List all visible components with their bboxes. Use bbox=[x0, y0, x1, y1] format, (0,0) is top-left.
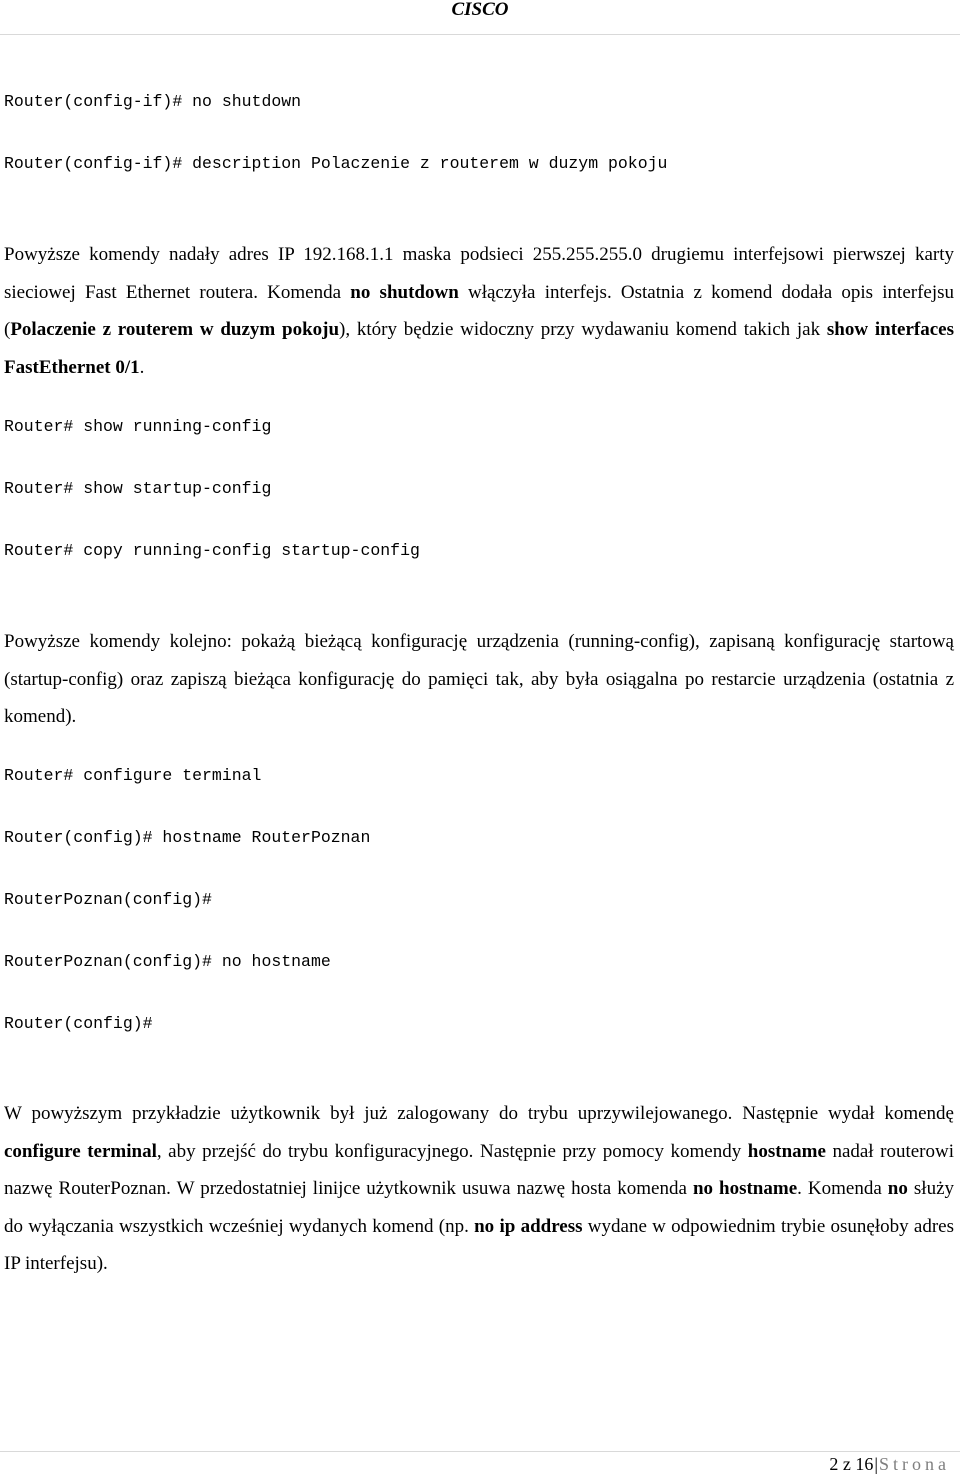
page-header-title: CISCO bbox=[451, 0, 509, 20]
code-line: Router(config)# bbox=[4, 1014, 153, 1033]
bold-command: no shutdown bbox=[350, 281, 459, 303]
bold-command: no hostname bbox=[692, 1178, 798, 1199]
text-run: wydane w odpowiednim trybie osunęłoby adres IP interfejsu). bbox=[4, 1215, 955, 1274]
code-line: RouterPoznan(config)# no hostname bbox=[4, 952, 331, 971]
text-run: . bbox=[139, 356, 145, 378]
paragraph-interface-config bbox=[4, 236, 954, 386]
code-line: Router(config)# hostname RouterPoznan bbox=[4, 828, 371, 847]
code-line: Router# copy running-config startup-config bbox=[4, 541, 420, 560]
text-run: służy do wyłączania wszystkich wcześniej wydanych komend (np. bbox=[4, 1178, 954, 1237]
code-line: Router(config-if)# description Polaczenie z routerem w duzym pokoju bbox=[4, 154, 668, 173]
header-divider bbox=[0, 34, 960, 35]
code-line: Router# configure terminal bbox=[4, 766, 262, 785]
text-run: , aby przejść do trybu konfiguracyjnego. Następnie przy pomocy komendy bbox=[156, 1140, 748, 1162]
code-line: Router# show running-config bbox=[4, 417, 272, 436]
bold-command: no ip address bbox=[474, 1215, 583, 1237]
paragraph-config-commands: Powyższe komendy kolejno: pokażą bieżącą konfigurację urządzenia (running-config), zapisaną konfigurację startową (startup-config) oraz zapiszą bieżąca konfigurację do pamięci tak, aby była osiągalna po restarcie urządzenia (ostatnia z komend). bbox=[4, 631, 954, 727]
text-run: nadał routerowi nazwę RouterPoznan. W przedostatniej linijce użytkownik usuwa nazwę hosta komenda bbox=[4, 1140, 954, 1199]
text-run: ), który będzie widoczny przy wydawaniu komend takich jak bbox=[339, 319, 827, 340]
bold-command: hostname bbox=[747, 1140, 826, 1162]
code-line: Router(config-if)# no shutdown bbox=[4, 92, 302, 111]
footer-divider bbox=[0, 1451, 960, 1452]
text-run: Powyższe komendy nadały adres IP 192.168.1.1 maska podsieci 255.255.255.0 drugiemu interfejsowi pierwszej karty sieciowej Fast Ethernet routera. Komenda bbox=[4, 244, 954, 303]
page-label: Strona bbox=[879, 1454, 950, 1474]
paragraph-hostname bbox=[4, 1095, 954, 1283]
bold-command: show interfaces FastEthernet 0/1 bbox=[4, 319, 954, 378]
code-line: Router# show startup-config bbox=[4, 479, 272, 498]
bold-command: configure terminal bbox=[4, 1140, 157, 1162]
footer-separator: | bbox=[874, 1454, 878, 1474]
bold-command: no bbox=[887, 1178, 908, 1199]
text-run: włączyła interfejs. Ostatnia z komend dodała opis interfejsu ( bbox=[4, 281, 955, 340]
text-run: W powyższym przykładzie użytkownik był już zalogowany do trybu uprzywilejowanego. Następnie wydał komendę bbox=[4, 1103, 954, 1124]
text-run: . Komenda bbox=[797, 1178, 888, 1199]
page-footer bbox=[829, 1453, 950, 1475]
code-line: RouterPoznan(config)# bbox=[4, 890, 212, 909]
bold-description: Polaczenie z routerem w duzym pokoju bbox=[10, 319, 340, 340]
page-number: 2 z 16 bbox=[829, 1454, 874, 1474]
